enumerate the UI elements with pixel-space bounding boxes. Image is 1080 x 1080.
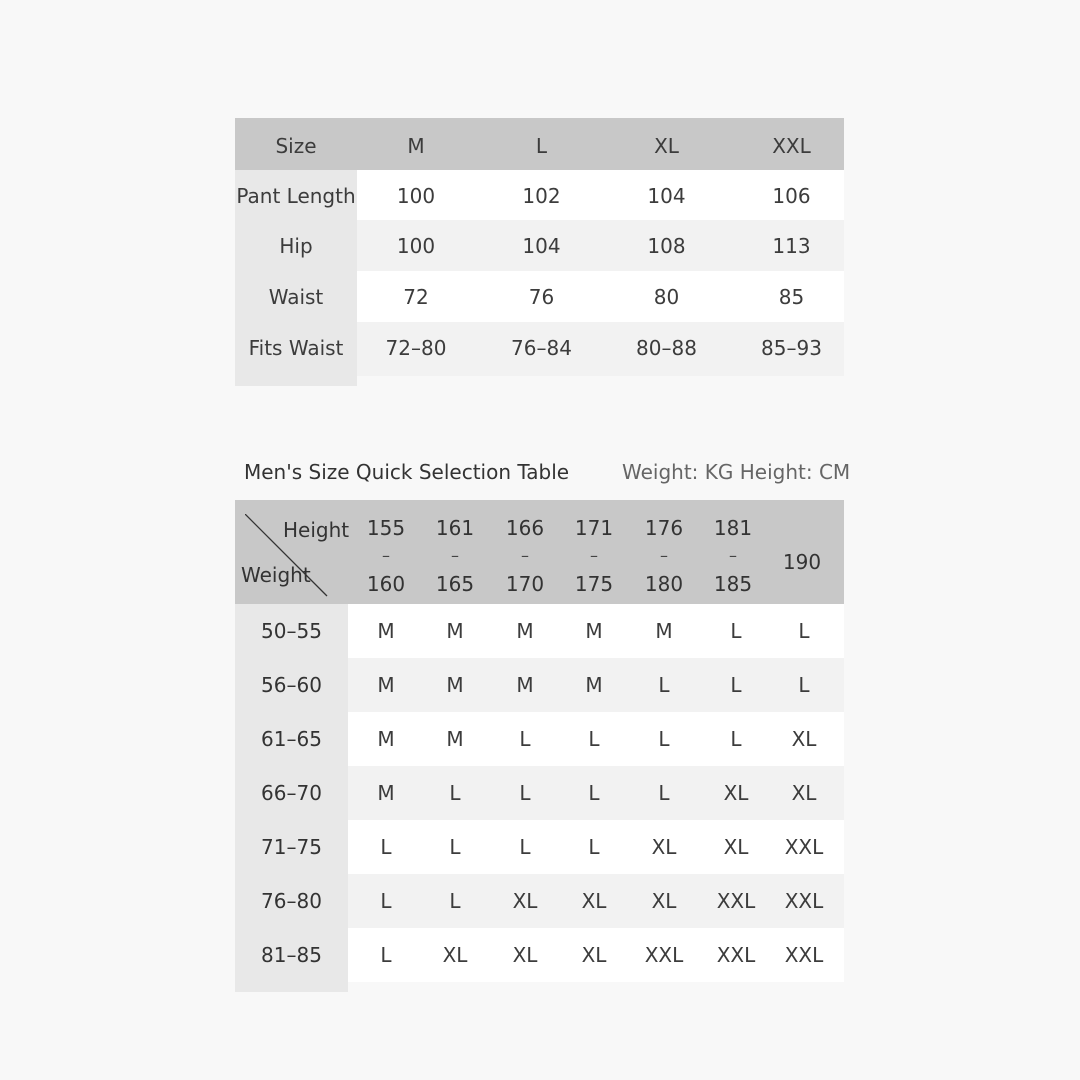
height-to: 180 bbox=[644, 572, 684, 596]
size-recommendation-cell: XXL bbox=[644, 943, 684, 967]
size-recommendation-cell: XL bbox=[791, 781, 817, 805]
size-recommendation-cell: L bbox=[730, 727, 742, 751]
height-from: 161 bbox=[435, 516, 475, 540]
size-recommendation-cell: L bbox=[380, 889, 392, 913]
size-recommendation-cell: L bbox=[588, 781, 600, 805]
height-sep: – bbox=[660, 546, 668, 565]
height-from: 155 bbox=[366, 516, 406, 540]
corner-label-weight: Weight bbox=[241, 563, 311, 587]
weight-range-label: 61–65 bbox=[261, 727, 322, 751]
size-recommendation-cell: L bbox=[519, 781, 531, 805]
table-cell: 100 bbox=[396, 234, 436, 258]
height-from: 176 bbox=[644, 516, 684, 540]
table-cell: 100 bbox=[396, 184, 436, 208]
height-sep: – bbox=[729, 546, 737, 565]
height-header-171-175 bbox=[563, 518, 625, 594]
size-recommendation-cell: XL bbox=[791, 727, 817, 751]
size-recommendation-cell: L bbox=[449, 781, 461, 805]
size-recommendation-cell: M bbox=[585, 619, 603, 643]
size-recommendation-cell: XL bbox=[723, 835, 749, 859]
height-sep: – bbox=[382, 546, 390, 565]
size-recommendation-cell: L bbox=[588, 835, 600, 859]
size-recommendation-cell: M bbox=[377, 673, 395, 697]
weight-range-label: 76–80 bbox=[261, 889, 322, 913]
size-recommendation-cell: L bbox=[519, 835, 531, 859]
height-header-161-165 bbox=[424, 518, 486, 594]
size-recommendation-cell: XL bbox=[723, 781, 749, 805]
size-recommendation-cell: XL bbox=[651, 835, 677, 859]
table-cell: 72–80 bbox=[385, 336, 447, 360]
size-recommendation-cell: L bbox=[519, 727, 531, 751]
size-recommendation-cell: M bbox=[446, 619, 464, 643]
height-from: 171 bbox=[574, 516, 614, 540]
size-recommendation-cell: M bbox=[446, 673, 464, 697]
height-header-190: 190 bbox=[782, 550, 822, 574]
size-recommendation-cell: XXL bbox=[784, 835, 824, 859]
table-cell: 76 bbox=[528, 285, 555, 309]
size-recommendation-cell: L bbox=[588, 727, 600, 751]
quick-table-units: Weight: KG Height: CM bbox=[622, 460, 851, 484]
size-header-m: M bbox=[407, 134, 425, 158]
size-recommendation-cell: L bbox=[798, 619, 810, 643]
size-recommendation-cell: XXL bbox=[716, 943, 756, 967]
size-recommendation-cell: M bbox=[377, 619, 395, 643]
corner-label-height: Height bbox=[283, 518, 350, 542]
size-chart-table bbox=[235, 118, 844, 386]
size-recommendation-cell: XXL bbox=[716, 889, 756, 913]
size-header-l: L bbox=[535, 134, 548, 158]
size-recommendation-cell: XXL bbox=[784, 889, 824, 913]
row-label-fits-waist: Fits Waist bbox=[248, 336, 344, 360]
size-recommendation-cell: L bbox=[798, 673, 810, 697]
size-recommendation-cell: XL bbox=[651, 889, 677, 913]
table-cell: 104 bbox=[522, 234, 561, 258]
height-to: 160 bbox=[366, 572, 406, 596]
size-recommendation-cell: L bbox=[658, 727, 670, 751]
size-recommendation-cell: M bbox=[655, 619, 673, 643]
table-cell: 108 bbox=[647, 234, 686, 258]
size-recommendation-cell: XL bbox=[581, 943, 607, 967]
table-cell: 80–88 bbox=[636, 336, 697, 360]
table-cell: 106 bbox=[772, 184, 811, 208]
size-recommendation-cell: XXL bbox=[784, 943, 824, 967]
table-cell: 102 bbox=[522, 184, 561, 208]
size-recommendation-cell: XL bbox=[512, 943, 538, 967]
weight-range-label: 66–70 bbox=[261, 781, 322, 805]
size-recommendation-cell: M bbox=[377, 727, 395, 751]
height-to: 185 bbox=[713, 572, 753, 596]
size-recommendation-cell: L bbox=[380, 943, 392, 967]
size-header-xxl: XXL bbox=[772, 134, 811, 158]
size-recommendation-cell: XL bbox=[581, 889, 607, 913]
size-recommendation-cell: M bbox=[516, 619, 534, 643]
size-recommendation-cell: M bbox=[516, 673, 534, 697]
size-recommendation-cell: XL bbox=[512, 889, 538, 913]
size-recommendation-cell: M bbox=[585, 673, 603, 697]
height-header-176-180 bbox=[633, 518, 695, 594]
table-cell: 85–93 bbox=[761, 336, 822, 360]
size-recommendation-cell: L bbox=[449, 835, 461, 859]
table-cell: 104 bbox=[647, 184, 686, 208]
size-recommendation-cell: L bbox=[730, 619, 742, 643]
quick-selection-table bbox=[235, 500, 844, 992]
height-header-181-185 bbox=[702, 518, 764, 594]
height-to: 170 bbox=[505, 572, 545, 596]
size-header-xl: XL bbox=[654, 134, 679, 158]
size-recommendation-cell: L bbox=[449, 889, 461, 913]
size-recommendation-cell: L bbox=[658, 781, 670, 805]
size-recommendation-cell: M bbox=[377, 781, 395, 805]
height-sep: – bbox=[521, 546, 529, 565]
height-sep: – bbox=[451, 546, 459, 565]
height-to: 165 bbox=[435, 572, 475, 596]
height-sep: – bbox=[590, 546, 598, 565]
size-recommendation-cell: XL bbox=[442, 943, 468, 967]
size-header-label: Size bbox=[275, 134, 317, 158]
height-to: 175 bbox=[574, 572, 614, 596]
size-recommendation-cell: L bbox=[380, 835, 392, 859]
row-label-waist: Waist bbox=[268, 285, 324, 309]
weight-range-label: 50–55 bbox=[261, 619, 322, 643]
weight-range-label: 71–75 bbox=[261, 835, 322, 859]
size-recommendation-cell: L bbox=[730, 673, 742, 697]
table-cell: 72 bbox=[403, 285, 429, 309]
height-from: 181 bbox=[713, 516, 753, 540]
table-cell: 76–84 bbox=[511, 336, 572, 360]
height-from: 166 bbox=[505, 516, 545, 540]
size-recommendation-cell: M bbox=[446, 727, 464, 751]
table-cell: 85 bbox=[778, 285, 805, 309]
row-label-hip: Hip bbox=[279, 234, 313, 258]
weight-range-label: 81–85 bbox=[261, 943, 322, 967]
row-label-pant-length: Pant Length bbox=[236, 184, 356, 208]
height-header-155-160 bbox=[355, 518, 417, 594]
height-header-166-170 bbox=[494, 518, 556, 594]
table-cell: 80 bbox=[653, 285, 680, 309]
weight-range-label: 56–60 bbox=[261, 673, 322, 697]
quick-table-title: Men's Size Quick Selection Table bbox=[244, 460, 570, 484]
size-recommendation-cell: L bbox=[658, 673, 670, 697]
table-cell: 113 bbox=[772, 234, 811, 258]
